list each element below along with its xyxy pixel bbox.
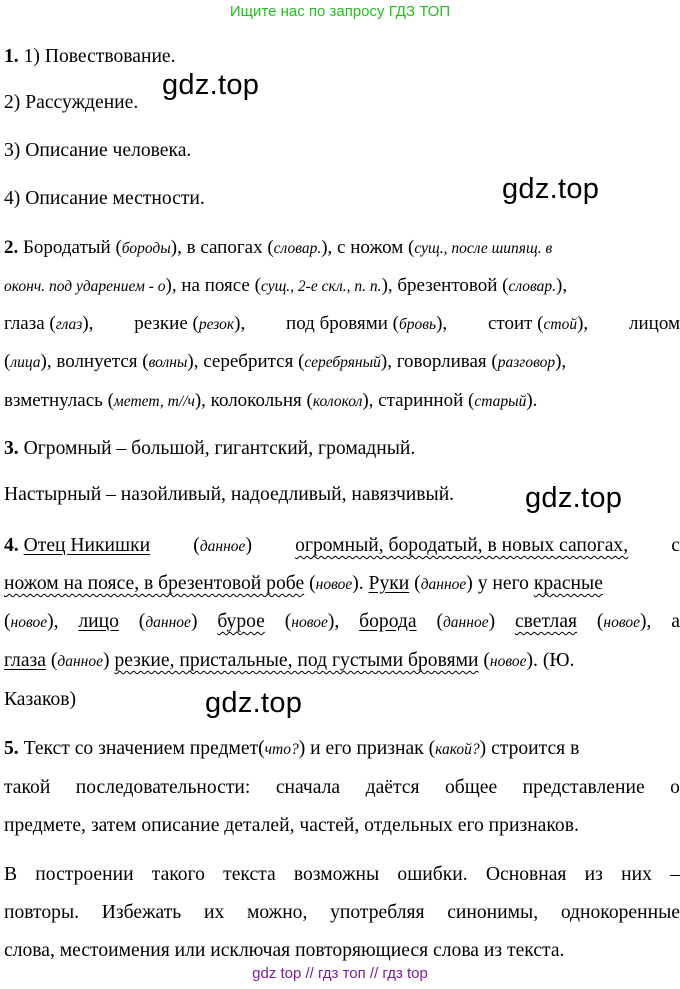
section-5-line-2 [4, 774, 680, 802]
text: ножом на поясе, в брезентовой робе [4, 573, 305, 594]
note: волны [148, 354, 188, 371]
word: В [4, 864, 18, 885]
note: словар. [508, 278, 557, 295]
word: (новое), [284, 611, 340, 632]
note: новое [489, 653, 527, 670]
text: ), с ножом ( [321, 237, 415, 258]
word: ошибки. [397, 864, 468, 885]
section-1-line-1 [4, 43, 680, 71]
section-4-line-3 [4, 608, 680, 637]
word: бурое [217, 611, 265, 632]
word: (новое), [596, 611, 652, 632]
section-4-line-4 [4, 647, 680, 676]
note: сущ., 2-е скл., п. п. [260, 278, 382, 295]
word: сначала [275, 777, 341, 798]
text: слова, местоимения или исключая повторяющиеся слова из текста. [4, 940, 565, 961]
text: резкие, пристальные, под густыми бровями [114, 650, 479, 671]
note: новое [315, 576, 353, 593]
word: (новое), [4, 611, 59, 632]
word: лицом [629, 313, 680, 334]
section-4-line-1 [4, 532, 680, 561]
watermark: gdz.top [525, 482, 623, 514]
section-1-line-2 [4, 89, 680, 117]
text: ), серебрится ( [187, 351, 305, 372]
text: ). (Ю. [526, 650, 575, 671]
word: глаза (глаз), [4, 313, 94, 334]
text: ( [478, 650, 490, 671]
word: (данное) [138, 611, 198, 632]
section-2-line-4 [4, 348, 680, 377]
section-number: 3. [4, 438, 19, 459]
text: ( [409, 573, 421, 594]
text: ). [352, 573, 369, 594]
note: серебряный [304, 354, 381, 371]
section-number: 5. [4, 738, 19, 759]
word: последовательности: [75, 777, 251, 798]
text: ), брезентовой ( [381, 275, 509, 296]
text: глаза [4, 650, 46, 671]
word: лицо [78, 611, 119, 632]
watermark: gdz.top [502, 173, 600, 205]
footer-links: gdz top // гдз топ // гдз top [252, 965, 428, 982]
note: старый [474, 393, 527, 410]
note: лица [10, 354, 41, 371]
section-number: 2. [4, 237, 19, 258]
word: Основная [485, 864, 567, 885]
section-5-line-4 [4, 861, 680, 889]
text: ( [304, 573, 316, 594]
word: огромный, бородатый, в новых сапогах, [295, 535, 629, 556]
text: Казаков) [4, 689, 77, 710]
text: ), на поясе ( [165, 275, 261, 296]
word: даётся [365, 777, 420, 798]
text: ( [4, 351, 11, 372]
note: данное [57, 653, 103, 670]
word: а [671, 611, 680, 632]
item-1: 1) Повествование. [23, 46, 176, 67]
word: текста [223, 864, 276, 885]
text: ), [556, 275, 568, 296]
word: 4. Отец Никишки [4, 535, 151, 556]
section-5-line-1 [4, 735, 680, 764]
text: Огромный – большой, гигантский, громадный. [23, 438, 416, 459]
word: о [670, 777, 680, 798]
word: резкие (резок), [134, 313, 246, 334]
section-1-line-3 [4, 137, 680, 165]
section-4-line-5 [4, 686, 680, 714]
text: ), старинной ( [362, 390, 475, 411]
word: такого [151, 864, 205, 885]
text: предмете, затем описание деталей, частей, отдельных его признаков. [4, 815, 579, 836]
text: Бородатый ( [23, 237, 122, 258]
text: ), [555, 351, 567, 372]
word: борода [359, 611, 417, 632]
text: ), волнуется ( [40, 351, 149, 372]
word: стоит (стой), [487, 313, 589, 334]
word: возможны [293, 864, 380, 885]
word: Избежать [101, 902, 182, 923]
item-2: 2) Рассуждение. [4, 92, 139, 113]
watermark: gdz.top [162, 69, 260, 101]
word: употребляя [330, 902, 425, 923]
note: словар. [273, 240, 322, 257]
text: ) [103, 650, 115, 671]
section-5-line-5 [4, 899, 680, 927]
note: что? [264, 741, 299, 758]
text: ), колокольня ( [194, 390, 313, 411]
text: Руки [368, 573, 410, 594]
section-2-line-5 [4, 387, 680, 416]
note: данное [420, 576, 467, 593]
section-3-line-1 [4, 435, 680, 463]
note: разговор [497, 354, 556, 371]
note: какой? [435, 741, 480, 758]
word: светлая [514, 611, 578, 632]
text: взметнулась ( [4, 390, 114, 411]
item-4: 4) Описание местности. [4, 188, 205, 209]
note: бороды [121, 240, 171, 257]
text: Настырный – назойливый, надоедливый, навязчивый. [4, 484, 455, 505]
text: ) строится в [479, 738, 580, 759]
text: ) и его признак ( [298, 738, 436, 759]
section-4-line-2 [4, 570, 680, 599]
note: оконч. под ударением - о [4, 278, 166, 295]
section-5-line-3 [4, 812, 680, 840]
word: синонимы, [447, 902, 539, 923]
word: такой [4, 777, 51, 798]
section-2-line-2 [4, 272, 680, 301]
word: из [584, 864, 603, 885]
word: построении [35, 864, 134, 885]
word: них [621, 864, 652, 885]
word: однокоренные [560, 902, 680, 923]
text: ) у него [466, 573, 534, 594]
note: метет, т//ч [113, 393, 195, 410]
word: общее [444, 777, 498, 798]
word: (данное) [193, 535, 252, 556]
text: ( [45, 650, 58, 671]
word: под бровями (бровь), [286, 313, 448, 334]
text: Текст со значением предмет( [23, 738, 265, 759]
word: с [671, 535, 680, 556]
note: колокол [312, 393, 363, 410]
word: (данное) [436, 611, 496, 632]
section-2-line-3 [4, 310, 680, 339]
word: можно, [246, 902, 308, 923]
word: повторы. [4, 902, 80, 923]
section-2-line-1 [4, 234, 680, 263]
watermark: gdz.top [205, 687, 303, 719]
word: их [203, 902, 225, 923]
section-number: 1. [4, 46, 19, 67]
item-3: 3) Описание человека. [4, 140, 192, 161]
text: красные [533, 573, 603, 594]
word: – [670, 864, 680, 885]
top-banner: Ищите нас по запросу ГДЗ ТОП [229, 3, 451, 20]
text: ), в сапогах ( [170, 237, 274, 258]
note: сущ., после шипящ. в [414, 240, 553, 257]
text: ). [526, 390, 538, 411]
word: представление [522, 777, 645, 798]
section-5-line-6 [4, 937, 680, 965]
text: ), говорливая ( [380, 351, 498, 372]
